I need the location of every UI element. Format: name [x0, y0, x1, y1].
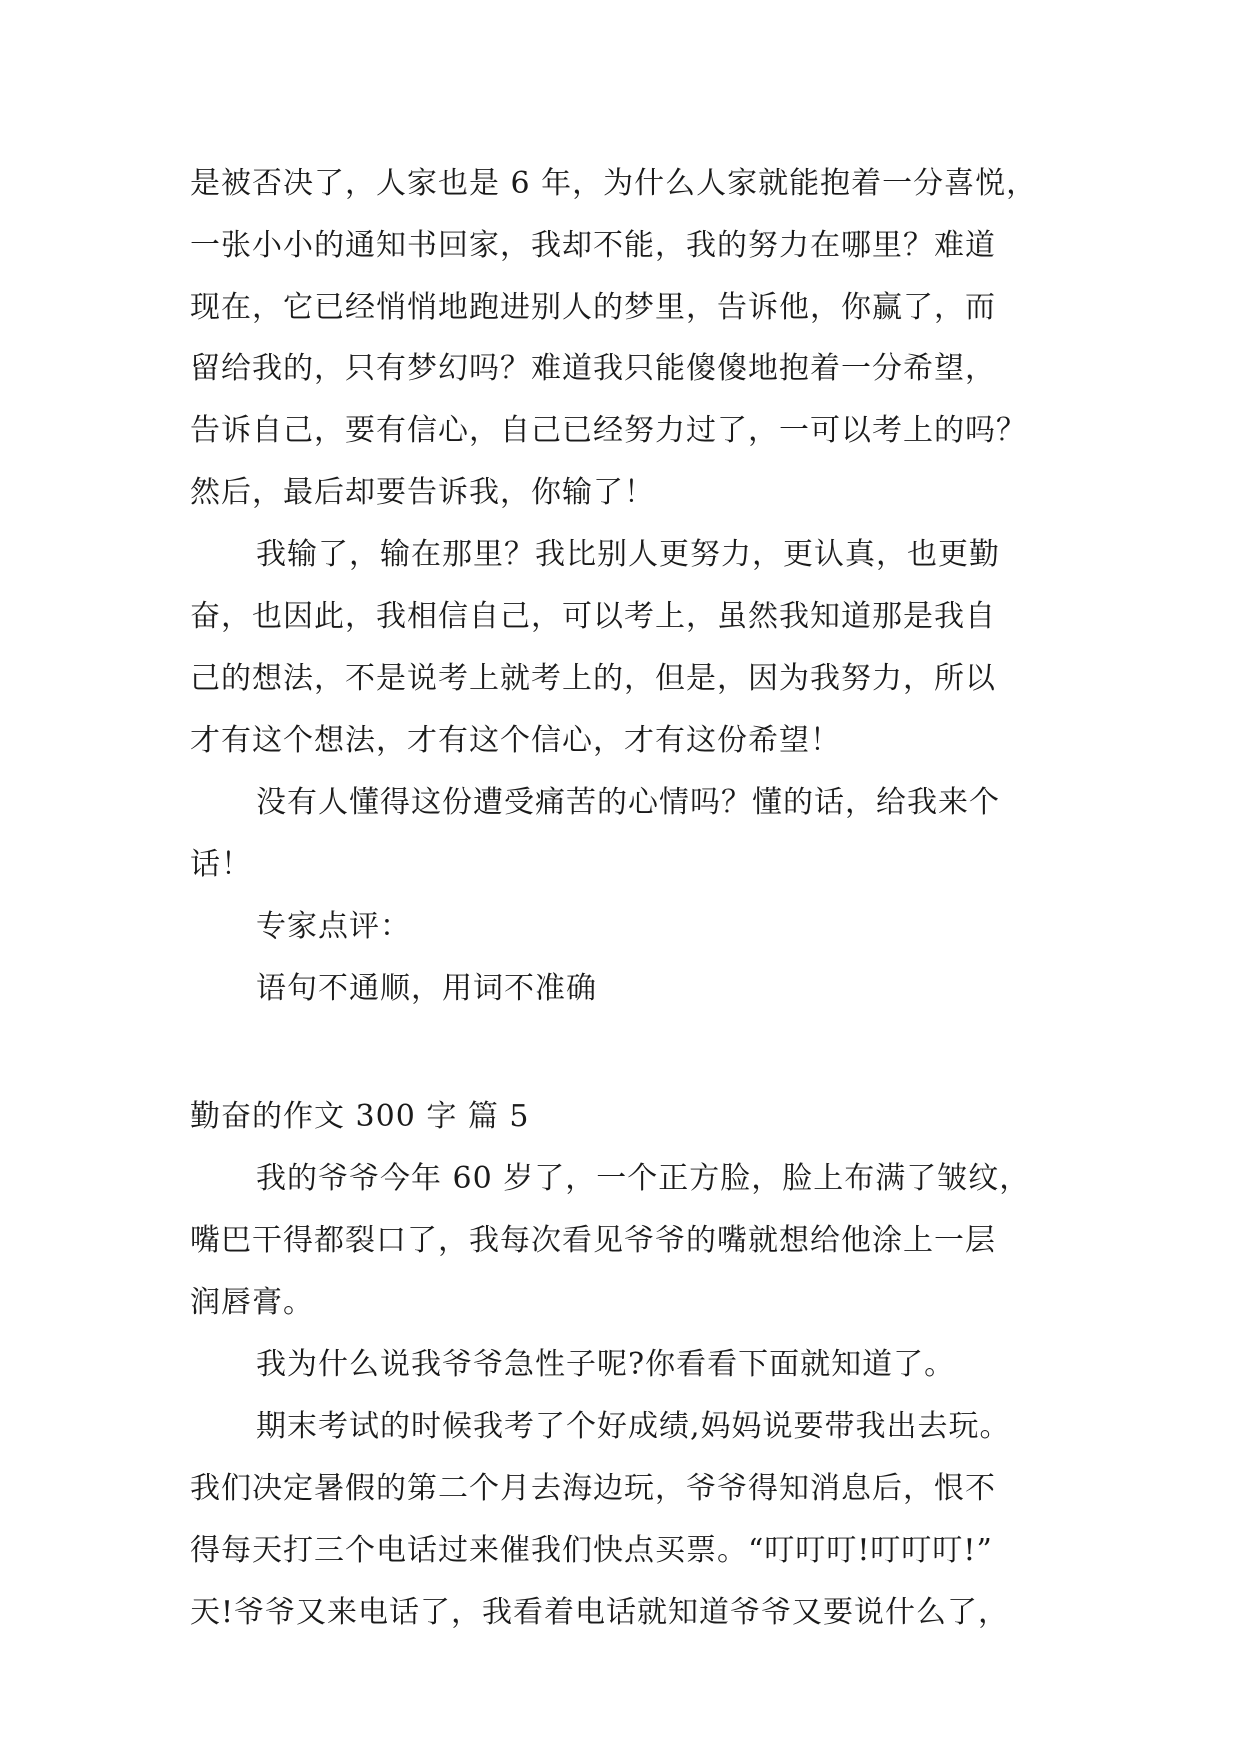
text-line: 奋，也因此，我相信自己，可以考上，虽然我知道那是我自 [190, 599, 996, 634]
text-line: 得每天打三个电话过来催我们快点买票。“叮叮叮!叮叮叮!” [190, 1533, 993, 1568]
text-line: 现在，它已经悄悄地跑进别人的梦里，告诉他，你赢了，而 [190, 290, 996, 325]
text-line: 告诉自己，要有信心，自己已经努力过了，一可以考上的吗？ [190, 413, 1027, 448]
text-line: 嘴巴干得都裂口了，我每次看见爷爷的嘴就想给他涂上一层 [190, 1223, 996, 1258]
text-line: 一张小小的通知书回家，我却不能，我的努力在哪里？难道 [190, 228, 996, 263]
text-line: 天!爷爷又来电话了，我看着电话就知道爷爷又要说什么了， [190, 1595, 1010, 1630]
text-line: 才有这个想法，才有这个信心，才有这份希望！ [190, 723, 841, 758]
text-line: 留给我的，只有梦幻吗？难道我只能傻傻地抱着一分希望， [190, 351, 996, 386]
text-line: 期末考试的时候我考了个好成绩,妈妈说要带我出去玩。 [256, 1409, 1011, 1444]
section-title: 勤奋的作文 300 字 篇 5 [190, 1099, 530, 1134]
text-line: 我为什么说我爷爷急性子呢?你看看下面就知道了。 [256, 1347, 956, 1382]
text-line: 话！ [190, 847, 252, 882]
text-line: 是被否决了，人家也是 6 年，为什么人家就能抱着一分喜悦， [190, 166, 1038, 201]
expert-review-label: 专家点评： [256, 909, 411, 944]
text-line: 我输了，输在那里？我比别人更努力，更认真，也更勤 [256, 537, 1000, 572]
text-line: 没有人懂得这份遭受痛苦的心情吗？懂的话，给我来个 [256, 785, 1000, 820]
text-line: 我的爷爷今年 60 岁了，一个正方脸，脸上布满了皱纹， [256, 1161, 1031, 1196]
text-line: 润唇膏。 [190, 1285, 314, 1320]
text-line: 己的想法，不是说考上就考上的，但是，因为我努力，所以 [190, 661, 996, 696]
text-line: 然后，最后却要告诉我，你输了！ [190, 475, 655, 510]
text-line: 我们决定暑假的第二个月去海边玩，爷爷得知消息后，恨不 [190, 1471, 996, 1506]
expert-review-comment: 语句不通顺，用词不准确 [256, 971, 597, 1006]
